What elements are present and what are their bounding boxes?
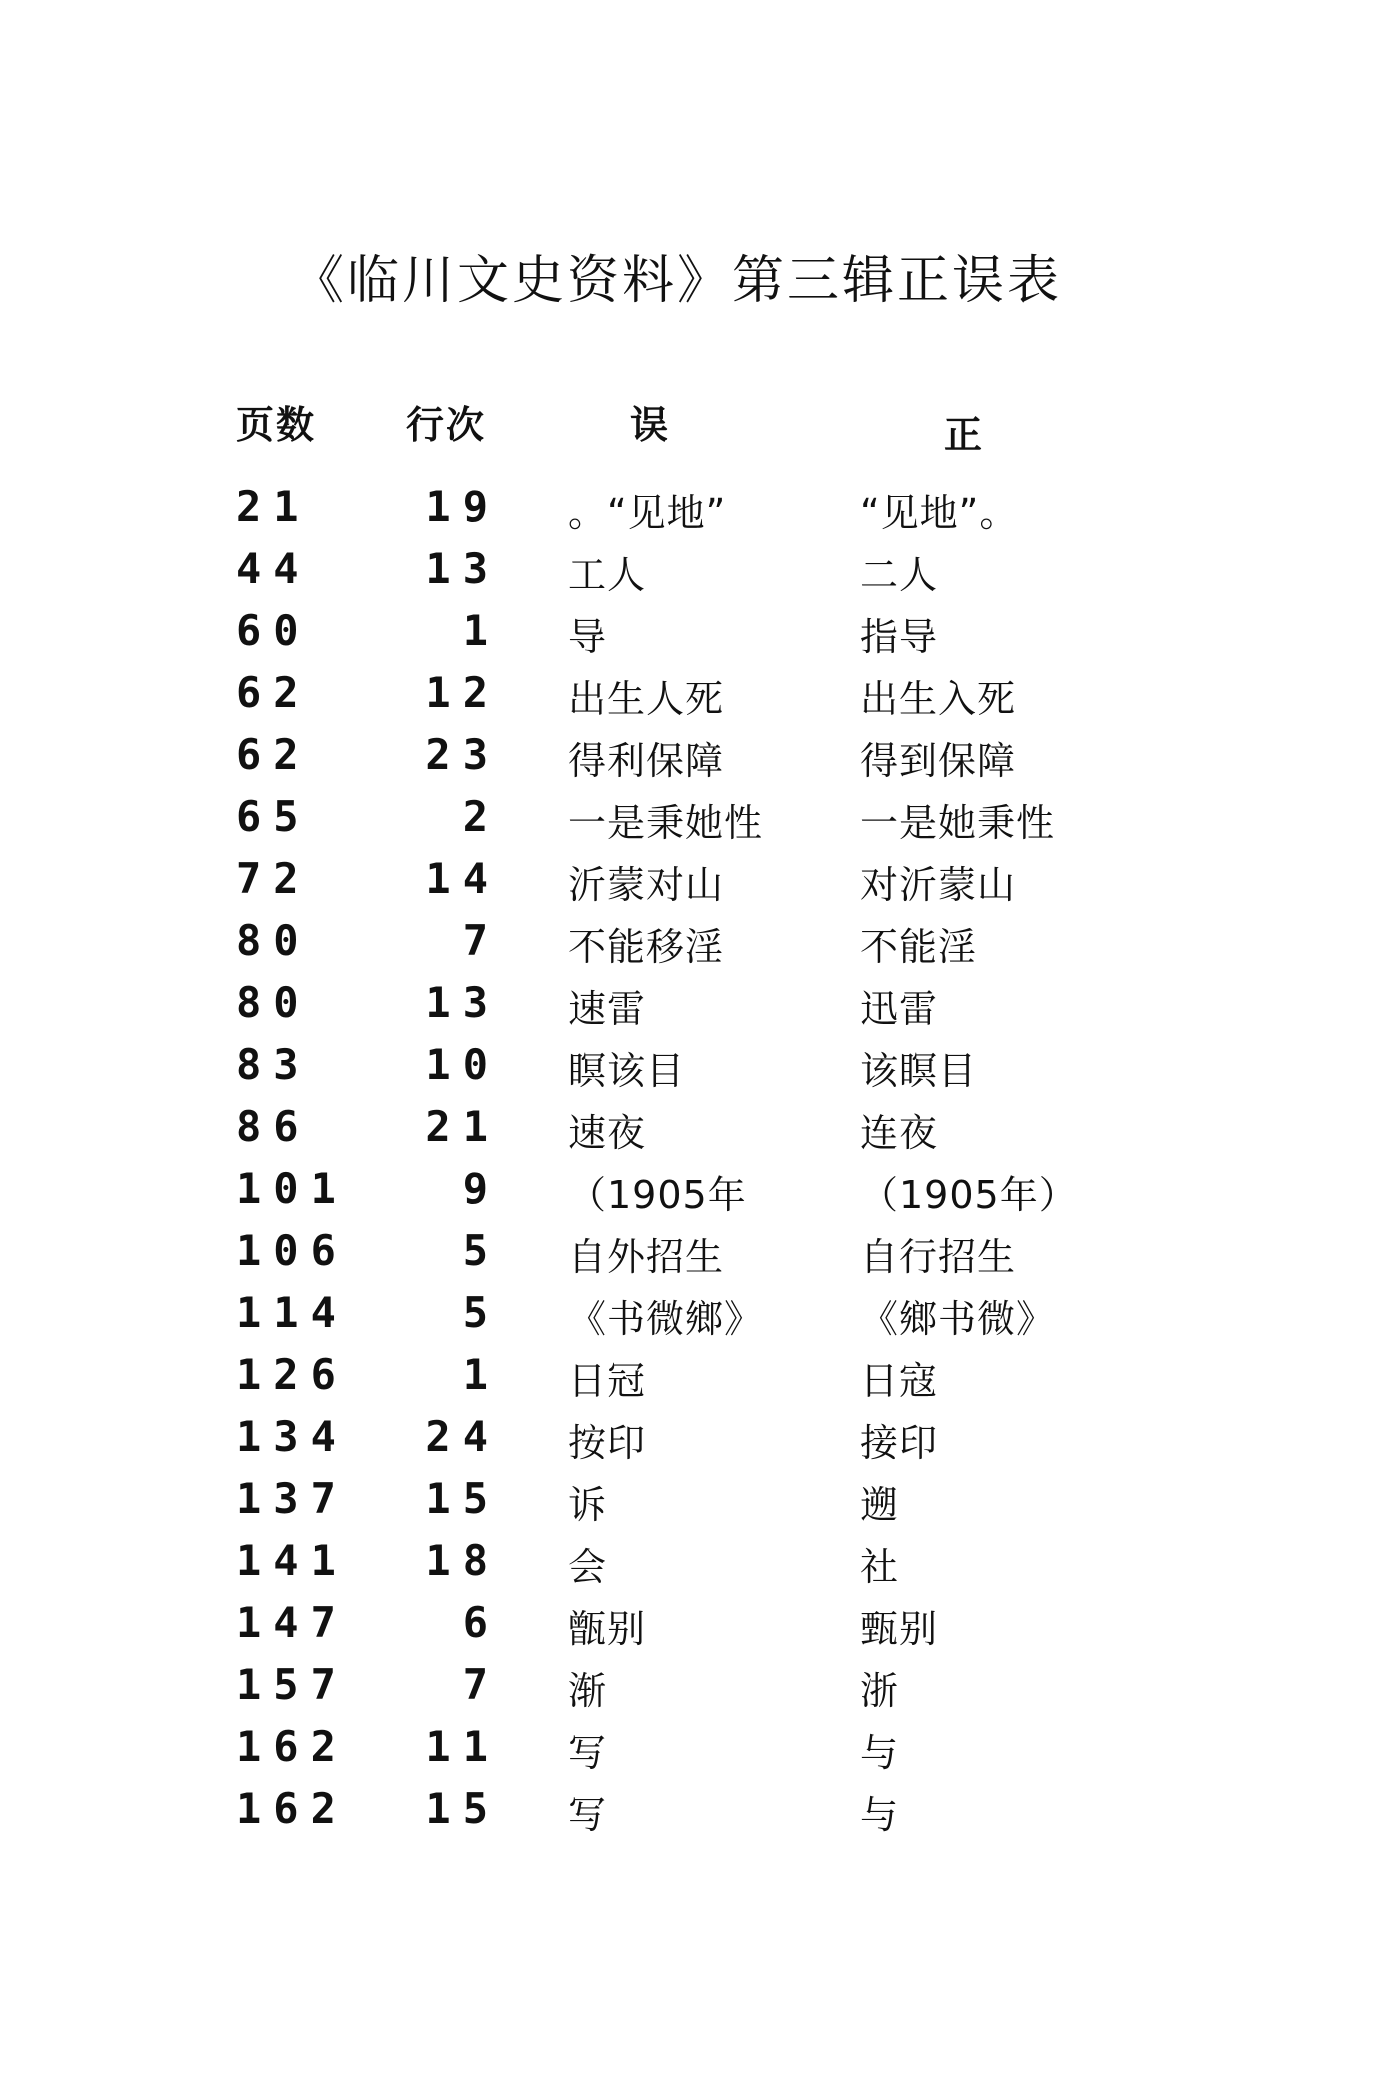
line-number: 11: [425, 1722, 500, 1771]
line-number: 15: [425, 1474, 500, 1523]
line-number: 13: [425, 978, 500, 1027]
line-number: 1: [462, 1350, 500, 1399]
wrong-text: 写: [568, 1793, 608, 1837]
page-number: 126: [236, 1350, 348, 1399]
table-row: [0, 1722, 1382, 1784]
line-number: 1: [462, 606, 500, 655]
correct-text: “见地”。: [860, 491, 1019, 535]
correct-text: 迅雷: [860, 987, 939, 1031]
page-number: 44: [236, 544, 311, 593]
page-number: 72: [236, 854, 311, 903]
table-row: [0, 1660, 1382, 1722]
wrong-text: （1905年: [568, 1173, 747, 1217]
wrong-text: 沂蒙对山: [568, 863, 725, 907]
line-number: 7: [462, 1660, 500, 1709]
table-row: [0, 1288, 1382, 1350]
line-number: 7: [462, 916, 500, 965]
line-number: 21: [425, 1102, 500, 1151]
page-number: 106: [236, 1226, 348, 1275]
table-row: [0, 1226, 1382, 1288]
wrong-text: 按印: [568, 1421, 647, 1465]
header-correct: 正: [944, 413, 985, 457]
correct-text: 一是她秉性: [860, 801, 1056, 845]
wrong-text: 。“见地”: [568, 491, 727, 535]
wrong-text: 日冠: [568, 1359, 647, 1403]
table-row: [0, 792, 1382, 854]
correct-text: （1905年）: [860, 1173, 1078, 1217]
header-page: 页数: [236, 403, 317, 447]
correct-text: 出生入死: [860, 677, 1017, 721]
page-number: 21: [236, 482, 311, 531]
wrong-text: 不能移淫: [568, 925, 725, 969]
line-number: 10: [425, 1040, 500, 1089]
line-number: 12: [425, 668, 500, 717]
table-row: [0, 854, 1382, 916]
correct-text: 该瞑目: [860, 1049, 978, 1093]
line-number: 13: [425, 544, 500, 593]
table-row: [0, 916, 1382, 978]
correct-text: 二人: [860, 553, 939, 597]
header-line: 行次: [406, 403, 487, 447]
line-number: 14: [425, 854, 500, 903]
wrong-text: 自外招生: [568, 1235, 725, 1279]
wrong-text: 渐: [568, 1669, 608, 1713]
wrong-text: 《书微鄉》: [568, 1297, 764, 1341]
line-number: 2: [462, 792, 500, 841]
table-row: [0, 482, 1382, 544]
wrong-text: 得利保障: [568, 739, 725, 783]
page-number: 80: [236, 916, 311, 965]
correct-text: 接印: [860, 1421, 939, 1465]
table-row: [0, 1164, 1382, 1226]
page-number: 83: [236, 1040, 311, 1089]
line-number: 5: [462, 1226, 500, 1275]
correct-text: 不能淫: [860, 925, 978, 969]
table-row: [0, 978, 1382, 1040]
wrong-text: 诉: [568, 1483, 608, 1527]
line-number: 18: [425, 1536, 500, 1585]
correct-text: 《鄉书微》: [860, 1297, 1056, 1341]
line-number: 9: [462, 1164, 500, 1213]
page-number: 162: [236, 1722, 348, 1771]
wrong-text: 一是秉她性: [568, 801, 764, 845]
table-row: [0, 668, 1382, 730]
table-row: [0, 1412, 1382, 1474]
line-number: 15: [425, 1784, 500, 1833]
page-number: 157: [236, 1660, 348, 1709]
table-row: [0, 1102, 1382, 1164]
page-number: 60: [236, 606, 311, 655]
wrong-text: 瞑该目: [568, 1049, 686, 1093]
correct-text: 社: [860, 1545, 900, 1589]
wrong-text: 会: [568, 1545, 608, 1589]
wrong-text: 出生人死: [568, 677, 725, 721]
page-number: 137: [236, 1474, 348, 1523]
wrong-text: 甑别: [568, 1607, 647, 1651]
correct-text: 指导: [860, 615, 939, 659]
page-number: 86: [236, 1102, 311, 1151]
page-number: 80: [236, 978, 311, 1027]
wrong-text: 速雷: [568, 987, 647, 1031]
table-row: [0, 1784, 1382, 1846]
table-row: [0, 544, 1382, 606]
correct-text: 日寇: [860, 1359, 939, 1403]
correct-text: 得到保障: [860, 739, 1017, 783]
correct-text: 自行招生: [860, 1235, 1017, 1279]
page-number: 147: [236, 1598, 348, 1647]
table-row: [0, 1350, 1382, 1412]
table-row: [0, 606, 1382, 668]
wrong-text: 工人: [568, 553, 647, 597]
page-number: 141: [236, 1536, 348, 1585]
table-row: [0, 1040, 1382, 1102]
table-row: [0, 1536, 1382, 1598]
header-wrong: 误: [630, 403, 671, 447]
wrong-text: 写: [568, 1731, 608, 1775]
correct-text: 甄别: [860, 1607, 939, 1651]
line-number: 23: [425, 730, 500, 779]
line-number: 24: [425, 1412, 500, 1461]
correct-text: 与: [860, 1731, 900, 1775]
line-number: 5: [462, 1288, 500, 1337]
page-number: 65: [236, 792, 311, 841]
wrong-text: 速夜: [568, 1111, 647, 1155]
line-number: 6: [462, 1598, 500, 1647]
page-number: 114: [236, 1288, 348, 1337]
correct-text: 与: [860, 1793, 900, 1837]
wrong-text: 导: [568, 615, 608, 659]
correct-text: 对沂蒙山: [860, 863, 1017, 907]
line-number: 19: [425, 482, 500, 531]
correct-text: 遡: [860, 1483, 900, 1527]
page-number: 162: [236, 1784, 348, 1833]
page-number: 134: [236, 1412, 348, 1461]
page-number: 62: [236, 668, 311, 717]
correct-text: 连夜: [860, 1111, 939, 1155]
page-number: 101: [236, 1164, 348, 1213]
table-row: [0, 730, 1382, 792]
table-row: [0, 1474, 1382, 1536]
page-title: 《临川文史资料》第三辑正误表: [291, 251, 1062, 311]
page-number: 62: [236, 730, 311, 779]
table-row: [0, 1598, 1382, 1660]
correct-text: 浙: [860, 1669, 900, 1713]
